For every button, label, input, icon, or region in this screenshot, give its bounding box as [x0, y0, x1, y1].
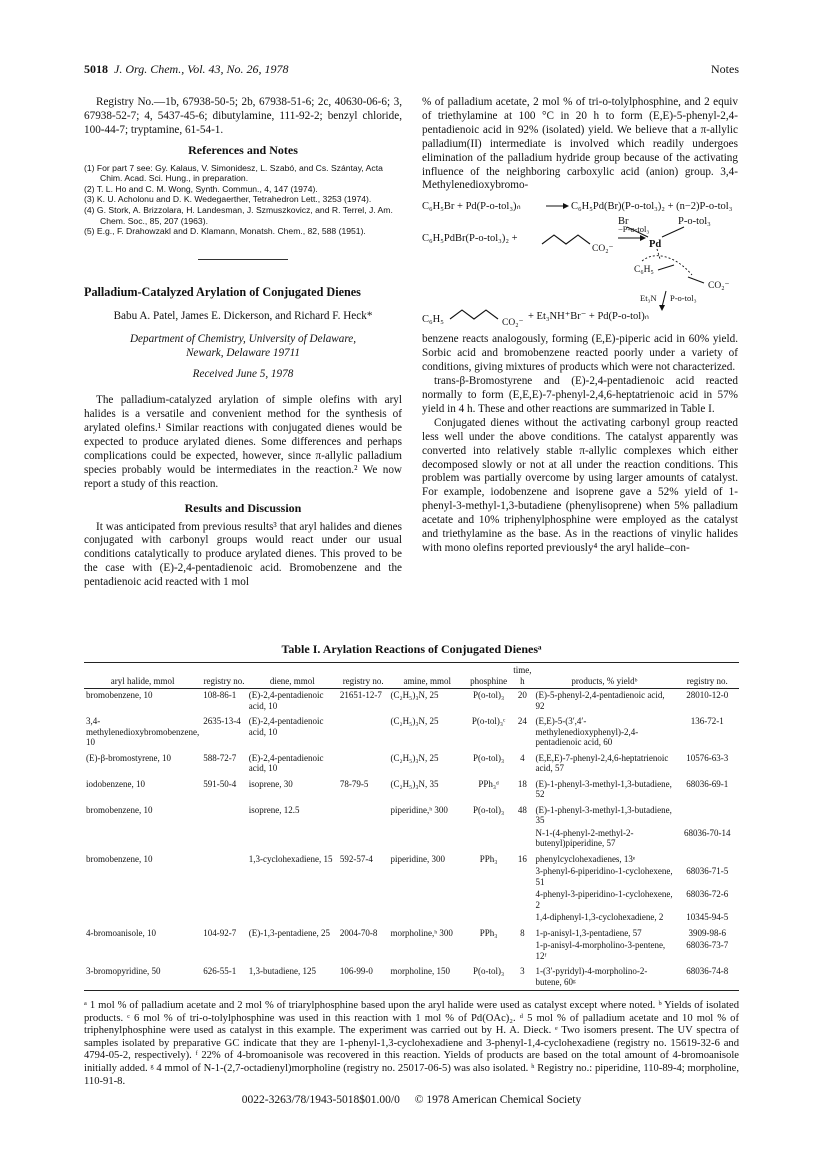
- table-cell: 1,4-diphenyl-1,3-cyclohexadiene, 2: [535, 912, 664, 922]
- table-cell: 16: [517, 853, 527, 864]
- body-paragraph: % of palladium acetate, 2 mol % of tri-o-tolylphosphine, and 2 equiv of triethylamine at 100 °C in 20 h to form (E,E)-5-phenyl-2,4-pentadienoic acid in 92% (isolated) yield. We believe that a π-allylic palladium(II) intermediate is involved which readily undergoes elimination of the palladium hydride group because of the activating influence of the neighboring carboxylic acid (anion) group. 3,4-Methylenedioxybromo-: [422, 96, 738, 192]
- arylation-table: [84, 662, 739, 991]
- right-column: [422, 96, 738, 556]
- table-row: [84, 775, 739, 801]
- reaction-scheme: [422, 197, 738, 327]
- table-cell: 68036-69-1: [686, 778, 729, 789]
- reference-item: (2) T. L. Ho and C. M. Wong, Synth. Commun., 4, 147 (1974).: [84, 183, 318, 194]
- pi-allyl-bond: [657, 249, 660, 259]
- table-cell: [247, 888, 338, 911]
- table-cell: [511, 911, 533, 924]
- table-header-row: [84, 663, 739, 689]
- eq1-reactants: C₆H₅Br + Pd(P-o-tol₃)ₙ: [422, 201, 521, 213]
- table-cell: morpholine, 150: [389, 962, 466, 991]
- table-cell: bromobenzene, 10: [86, 690, 153, 700]
- references-heading: References and Notes: [188, 142, 298, 157]
- registry-numbers: Registry No.—1b, 67938-50-5; 2b, 67938-51-6; 2c, 40630-06-6; 3, 67938-52-7; 4, 5437-45-6; dibutylamine, 111-92-2; benzyl chloride, 100-44-7; tryptamine, 61-54-1.: [84, 96, 402, 136]
- table-cell: 588-72-7: [203, 752, 237, 763]
- article-authors: Babu A. Patel, James E. Dickerson, and Richard F. Heck*: [113, 309, 373, 322]
- table-cell: PPh₃ᵈ: [478, 778, 499, 789]
- table-cell: [389, 827, 466, 850]
- table-cell: [511, 939, 533, 962]
- table-cell: 10576-63-3: [686, 752, 729, 763]
- table-cell: [389, 888, 466, 911]
- table-cell: [247, 865, 338, 888]
- left-column: [84, 96, 402, 590]
- table-cell: [84, 888, 201, 911]
- table-cell: (C₂H₅)₃N, 25: [390, 752, 439, 763]
- column-header: products, % yieldᵇ: [533, 663, 675, 689]
- table-cell: isoprene, 12.5: [248, 804, 300, 815]
- table-cell: [675, 801, 739, 827]
- table-cell: (C₂H₅)₃N, 25: [390, 690, 439, 700]
- table-cell: [466, 939, 511, 962]
- table-cell: 1-p-anisyl-4-morpholino-3-pentene, 12ᶠ: [535, 940, 666, 961]
- table-cell: 24: [517, 716, 527, 726]
- palladium-label: Pd: [649, 239, 662, 251]
- table-cell: [247, 939, 338, 962]
- results-heading: Results and Discussion: [184, 500, 302, 515]
- table-cell: 626-55-1: [201, 962, 247, 991]
- table-cell: [84, 865, 201, 888]
- table-cell: 3-bromopyridine, 50: [84, 962, 201, 991]
- table-cell: isoprene, 30: [248, 778, 293, 789]
- body-paragraph: Conjugated dienes without the activating carbonyl group reacted less well under the above conditions. The catalyst apparently was converted into relatively stable π-allylic complexes which either decomposed slowly or not at all under the reaction conditions. This problem was partially overcome by using larger amounts of catalyst. For example, iodobenzene and isoprene gave a 52% yield of 1-phenyl-3-methyl-1,3-butadiene (phenylisoprene) when 5% palladium acetate and 10% triphenylphosphine were employed as the catalyst and triethylamine as the base. As in the reactions of vinylic halides with mono olefins reported previously⁴ the aryl halide–con-: [422, 416, 738, 554]
- table-cell: 4: [520, 752, 525, 763]
- table-cell: P(o-tol)₃: [466, 962, 511, 991]
- table-cell: 136-72-1: [690, 716, 724, 726]
- table-cell: 3-phenyl-6-piperidino-1-cyclohexene, 51: [535, 866, 673, 887]
- table-cell: P(o-tol)₃: [473, 804, 505, 815]
- table-cell: 3909-98-6: [688, 927, 726, 938]
- table-cell: (E)-1-phenyl-3-methyl-1,3-butadiene, 52: [535, 778, 672, 799]
- arrow: [662, 291, 666, 307]
- table-cell: 4-phenyl-3-piperidino-1-cyclohexene, 2: [535, 889, 673, 910]
- journal-citation: J. Org. Chem., Vol. 43, No. 26, 1978: [114, 62, 289, 76]
- table-cell: [675, 850, 739, 866]
- table-row: [84, 850, 739, 866]
- table-cell: 104-92-7: [203, 927, 237, 938]
- table-cell: 108-86-1: [203, 690, 237, 700]
- reference-item: (5) E.g., F. Drahowzakl and D. Klamann, Monatsh. Chem., 82, 588 (1951).: [84, 226, 366, 237]
- table-cell: (E)-β-bromostyrene, 10: [86, 752, 172, 763]
- copyright-notice: © 1978 American Chemical Society: [414, 1094, 582, 1106]
- table-cell: (E)-2,4-pentadienoic acid, 10: [248, 716, 324, 737]
- reference-item: (4) G. Stork, A. Brizzolara, H. Landesman, J. Szmuszkovicz, and R. Terrel, J. Am. Chem. Soc., 85, 207 (1963).: [84, 205, 393, 226]
- table-cell: [511, 888, 533, 911]
- carboxylate-label: CO₂⁻: [592, 244, 614, 255]
- table-cell: [338, 939, 389, 962]
- phenyl-label: C₆H₅: [634, 265, 654, 276]
- column-header: aryl halide, mmol: [84, 663, 201, 689]
- page-number: 5018: [84, 62, 108, 76]
- table-cell: [201, 888, 247, 911]
- arrow-head: [563, 203, 569, 209]
- table-cell: [466, 865, 511, 888]
- table-cell: [466, 911, 511, 924]
- table-cell: P(o-tol)₃ᶜ: [471, 716, 506, 726]
- table-cell: [338, 865, 389, 888]
- eq3-products: + Et₃NH⁺Br⁻ + Pd(P-o-tol)ₙ: [528, 311, 649, 323]
- body-paragraph: trans-β-Bromostyrene and (E)-2,4-pentadienoic acid reacted normally to form (E,E,E)-7-phenyl-2,4,6-heptatrienoic acid in 57% yield in 4 h. These and other reactions are summarized in Table I.: [422, 375, 738, 415]
- carboxylate-label: CO₂⁻: [502, 318, 524, 328]
- column-header: registry no.: [201, 663, 247, 689]
- table-cell: (E)-1-phenyl-3-methyl-1,3-butadiene, 35: [535, 804, 672, 825]
- references-list: [84, 163, 402, 237]
- table-cell: (E,E)-5-(3′,4′-methylenedioxyphenyl)-2,4-pentadienoic acid, 60: [535, 716, 639, 747]
- table-cell: (E)-1,3-pentadiene, 25: [248, 927, 331, 938]
- column-header: registry no.: [338, 663, 389, 689]
- table-cell: [84, 939, 201, 962]
- table-cell: 8: [520, 927, 525, 938]
- table-cell: 1,3-butadiene, 125: [247, 962, 338, 991]
- arrow-head: [659, 305, 665, 311]
- table-cell: [338, 911, 389, 924]
- table-row: [84, 911, 739, 924]
- table-cell: (E)-2,4-pentadienoic acid, 10: [248, 752, 324, 773]
- diene-chain: [542, 235, 590, 244]
- table-row: [84, 712, 739, 749]
- table-cell: 1,3-cyclohexadiene, 15: [248, 853, 333, 864]
- table-row: [84, 924, 739, 940]
- table-cell: 68036-72-6: [686, 889, 729, 899]
- table-cell: [338, 888, 389, 911]
- table-cell: [389, 865, 466, 888]
- table-cell: 68036-71-5: [686, 866, 729, 876]
- table-cell: (C₂H₅)₃N, 25: [390, 716, 439, 726]
- table-cell: bromobenzene, 10: [86, 853, 153, 864]
- reference-item: (1) For part 7 see: Gy. Kalaus, V. Simonidesz, L. Szabó, and Cs. Szántay, Acta Chim. Acad. Sci. Hung., in preparation.: [84, 162, 383, 184]
- table-cell: 18: [517, 778, 527, 789]
- allyl-bond: [658, 265, 674, 270]
- table-cell: [84, 827, 201, 850]
- intro-paragraph: The palladium-catalyzed arylation of simple olefins with aryl halides is a versatile and convenient method for the synthesis of arylated olefins.¹ Similar reactions with conjugated dienes would be expected to produce arylated dienes. Some differences and perhaps complications could be expected, however, since π-allylic palladium species probably would be intermediates in the reaction.² We now report a study of this reaction.: [84, 394, 402, 490]
- table-cell: (E)-5-phenyl-2,4-pentadienoic acid, 92: [535, 690, 665, 711]
- bromine-label: Br: [618, 216, 629, 228]
- table-cell: (E)-2,4-pentadienoic acid, 10: [248, 690, 324, 711]
- table-cell: 1-p-anisyl-1,3-pentadiene, 57: [535, 927, 642, 938]
- table-cell: bromobenzene, 10: [86, 804, 153, 815]
- table-row: [84, 962, 739, 991]
- running-header: [84, 62, 739, 78]
- table-cell: [338, 801, 389, 827]
- table-row: [84, 749, 739, 775]
- column-header: diene, mmol: [247, 663, 338, 689]
- table-cell: 2004-70-8: [339, 927, 378, 938]
- table-cell: [201, 850, 247, 866]
- table-cell: 10345-94-5: [686, 912, 729, 922]
- table-cell: [338, 827, 389, 850]
- table-cell: [511, 827, 533, 850]
- section-label: Notes: [711, 62, 739, 76]
- table-cell: piperidine, 300: [390, 853, 446, 864]
- table-cell: PPh₃: [479, 927, 498, 938]
- table-cell: phenylcyclohexadienes, 13ᵉ: [535, 853, 636, 864]
- table-cell: [338, 749, 389, 775]
- results-paragraph: It was anticipated from previous results³ that aryl halides and dienes conjugated with carbonyl groups would react under our usual conditions catalytically to produce arylated dienes. This proved to be the case with (E)-2,4-pentadienoic acid. Bromobenzene and the pentadienoic acid reacted with 1 mol: [84, 520, 402, 589]
- table-cell: P(o-tol)₃: [473, 690, 505, 700]
- table-cell: [201, 865, 247, 888]
- table-row: [84, 689, 739, 713]
- phosphine-label: P-o-tol₃: [670, 293, 697, 304]
- table-cell: 3,4-methylenedioxybromobenzene, 10: [86, 716, 200, 747]
- table-cell: 48: [517, 804, 527, 815]
- body-paragraph: benzene reacts analogously, forming (E,E)-piperic acid in 60% yield. Sorbic acid and bromobenzene reacted poorly under a variety of conditions, giving mixtures of products which were not characterized.: [422, 333, 738, 374]
- phosphine-label: P-o-tol₃: [678, 216, 711, 228]
- table-cell: 68036-70-14: [683, 827, 731, 838]
- column-header: phosphine: [466, 663, 511, 689]
- table-cell: morpholine,ʰ 300: [390, 927, 453, 938]
- diene-chain: [450, 310, 498, 319]
- table-cell: 2635-13-4: [203, 716, 241, 726]
- table-cell: [466, 827, 511, 850]
- table-cell: [389, 911, 466, 924]
- table-cell: [201, 801, 247, 827]
- carboxylate-label: CO₂⁻: [708, 281, 730, 292]
- pd-p-bond: [662, 227, 684, 237]
- table-body: [84, 689, 739, 991]
- table-cell: [247, 911, 338, 924]
- table-cell: [201, 939, 247, 962]
- table-cell: [511, 865, 533, 888]
- eq3-phenyl: C₆H₅: [422, 314, 444, 326]
- reaction-scheme-drawing: [422, 197, 738, 327]
- table-cell: 68036-73-7: [686, 940, 729, 950]
- table-cell: 106-99-0: [338, 962, 389, 991]
- table-cell: 28010-12-0: [686, 690, 729, 700]
- table-cell: 592-57-4: [339, 853, 373, 864]
- base-label: Et₃N: [640, 293, 657, 304]
- table-cell: 4-bromoanisole, 10: [86, 927, 156, 938]
- table-title: Table I. Arylation Reactions of Conjugated Dienesᵃ: [281, 642, 542, 656]
- article-code: 0022-3263/78/1943-5018$01.00/0: [241, 1094, 400, 1106]
- table-cell: [466, 888, 511, 911]
- affiliation-line: Department of Chemistry, University of Delaware,: [129, 332, 357, 345]
- column-header: time, h: [511, 663, 533, 689]
- table-cell: PPh₃: [479, 853, 498, 864]
- table-cell: (C₂H₅)₃N, 35: [390, 778, 439, 789]
- affiliation-line: Newark, Delaware 19711: [185, 346, 301, 359]
- reference-item: (3) K. U. Acholonu and D. K. Wedegaerther, Tetrahedron Lett., 3253 (1974).: [84, 194, 372, 205]
- table-cell: [201, 827, 247, 850]
- section-divider: [198, 259, 288, 260]
- table-cell: 68036-74-8: [675, 962, 739, 991]
- table-cell: 78-79-5: [339, 778, 369, 789]
- table-row: [84, 939, 739, 962]
- table-cell: 21651-12-7: [339, 690, 382, 700]
- phosphine-loss-label: −P-o-tol₃: [618, 224, 650, 235]
- page-footer: [84, 1094, 739, 1106]
- eq1-products: C₆H₅Pd(Br)(P-o-tol₃)₂ + (n−2)P-o-tol₃: [571, 201, 733, 213]
- table-row: [84, 888, 739, 911]
- table-cell: P(o-tol)₃: [473, 752, 505, 763]
- column-header: amine, mmol: [389, 663, 466, 689]
- table-cell: N-1-(4-phenyl-2-methyl-2-butenyl)piperidine, 57: [535, 827, 634, 848]
- table-cell: [338, 712, 389, 749]
- table-cell: 1-(3′-pyridyl)-4-morpholino-2-butene, 60ᵍ: [533, 962, 675, 991]
- table-cell: 3: [511, 962, 533, 991]
- table-cell: 20: [517, 690, 527, 700]
- column-header: registry no.: [675, 663, 739, 689]
- table-cell: [389, 939, 466, 962]
- eq2-reactant: C₆H₅PdBr(P-o-tol₃)₂ +: [422, 233, 518, 245]
- table-cell: 591-50-4: [203, 778, 237, 789]
- table-cell: [247, 827, 338, 850]
- received-date: Received June 5, 1978: [192, 368, 294, 381]
- table-cell: piperidine,ʰ 300: [390, 804, 448, 815]
- table-row: [84, 827, 739, 850]
- article-title: Palladium-Catalyzed Arylation of Conjugated Dienes: [84, 284, 361, 299]
- allyl-bond: [688, 277, 704, 283]
- table-footnotes: ᵃ 1 mol % of palladium acetate and 2 mol % of triarylphosphine based upon the aryl halide were used as catalyst except where noted. ᵇ Yields of isolated products. ᶜ 6 mol % of tri-o-tolylphosphine was used in this reaction with 1 mol % of Pd(OAc)₂. ᵈ 5 mol % of palladium acetate and 10 mol % of triphenylphosphine were used as catalyst in this example. The experiment was carried out by H. A. Dieck. ᵉ Two isomers present. The UV spectra of samples isolated by preparative GC indicate that they are 1-phenyl-1,3-cyclohexadiene and 3-phenyl-1,4-cyclohexadiene (registry no. 15619-32-6 and 4794-05-2, respectively). ᶠ 22% of 4-bromoanisole was recovered in this reaction. Yields of products are based on the total amount of 4-bromoanisole initially added. ᵍ 4 mmol of N-1-(2,7-octadienyl)morpholine (registry no. 25017-06-5) was also isolated. ʰ Registry no.: piperidine, 110-89-4; morpholine, 110-91-8.: [84, 1000, 739, 1087]
- table-cell: iodobenzene, 10: [86, 778, 145, 789]
- table-row: [84, 865, 739, 888]
- table-cell: (E,E,E)-7-phenyl-2,4,6-heptatrienoic acid, 57: [535, 752, 669, 773]
- table-cell: [84, 911, 201, 924]
- table-cell: [201, 911, 247, 924]
- table-row: [84, 801, 739, 827]
